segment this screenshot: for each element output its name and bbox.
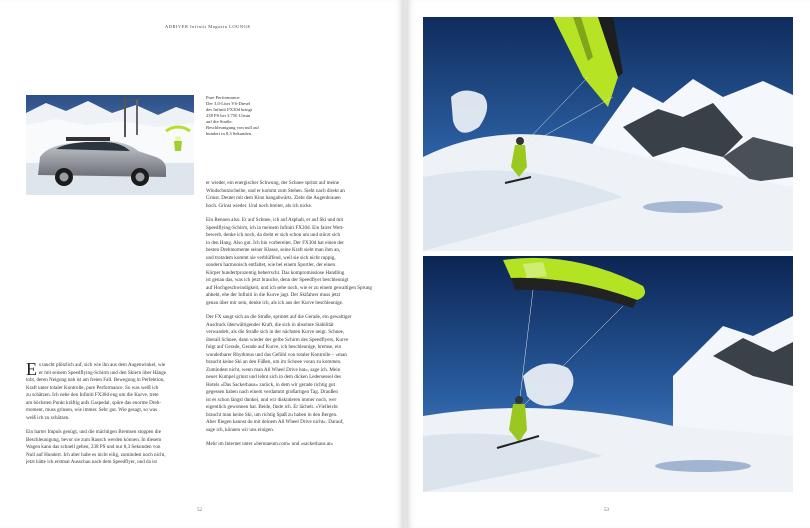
text-line: Hotels «Das Sackerhaus» zurück, in dem wir gerade richtig gut [206,381,336,388]
caption-line: Beschleunigung von null auf [206,125,259,130]
text-line: braucht keine Ski an den Füßen, um im Schnee voran zu kommen. [206,359,342,365]
drop-cap: E [26,359,37,379]
caption-line: Der 3,0-Liter V6-Diesel [206,101,251,106]
text-line: genau über mir sein, denke ich, als ich aus der Kurve beschleunige. [206,299,344,306]
caption-line: Pure Performance: [206,95,241,100]
text-line: Zumindest nicht, wenn man All Wheel Drive hat», sage ich. Mein [206,366,341,373]
page-number-right: 53 [604,508,609,513]
text-line: Null auf Hundert. Ich aber habe es nicht eilig, zumindest noch nicht, [26,451,166,458]
text-line: gegessen haben nach einem verdammt großartigen Tag. Draußen [206,389,338,395]
text-line: besten Drehmomente seiner Klasse, seine Kraft sieht man ihm an, [206,247,341,253]
running-header: ADRIVER Infiniti Magazin LOUNGE [165,24,251,29]
page-number-left: 52 [197,508,202,513]
text-line: auf Hochgeschwindigkeit, und ich sehe noch, wie er zu einem gewaltigen Sprung [206,284,372,291]
paragraph [26,359,194,422]
photo-caption [206,95,276,137]
text-line: bewerb, denke ich noch, da dreht er sich schon um und stürzt sich [206,232,341,238]
text-line: hoch. Grinst wieder. Und noch breiter, als ich nicke. [206,202,313,209]
paragraph [206,441,390,449]
caption-line: 238 PS bei 3.750 U/min [206,113,251,118]
text-line: in den Hang. Also gut. Ich bin vorbereitet. Der FX30d hat einen der [206,239,344,246]
paragraph [206,314,390,434]
text-line: ist es schon längst dunkel, und wir diskutieren immer noch, wer [206,396,337,403]
text-line: Körper hundertprozentig beherrscht. Das kompromisslose Handling [206,269,345,276]
text-line: s taucht plötzlich auf, sich wie ihn aus dem Augenwinkel, wie [39,362,166,368]
text-line: sage ich, können wir uns einigen. [206,426,275,433]
left-article-column [26,359,194,474]
text-line: Ausdruck überwältigender Kraft, die sich in absolute Stabilität [206,321,334,328]
text-line: er mit seinem Speedflying-Schirm und den Skiern über Hänge [39,369,167,376]
text-line: Aber fliegen kannst du mit deinem All Wheel Drive nicht». Darauf, [206,419,344,425]
car-photo [26,95,194,195]
text-line: Ein Rennen also. Er auf Schnee, ich auf Asphalt, er auf Ski und mit [206,217,344,223]
caption-line: des Infiniti FX30d bringt [206,107,253,112]
caption-line: hundert in 8,3 Sekunden. [206,131,253,136]
text-line: braucht man keine Ski, um richtig Spaß zu haben in den Bergen. [206,411,338,418]
text-line: er wieder, ein energischer Schwung, der Schnee spritzt auf meine [206,180,340,186]
text-line: wunderbarer Rhythmus und das Gefühl von totaler Kontrolle – «man [206,351,347,358]
caption-line: auf die Straße. [206,119,233,124]
text-line: eigentlich gewonnen hat. Beide, finde ich. Er lächelt. «Vielleicht [206,404,338,410]
text-line: Beschleunigung, bevor sie zum Rausch werden können. In diesem [26,436,162,443]
paragraph [206,180,390,210]
text-line: verwandelt, als die Straße sich in der nächsten Kurve neigt. Schnee, [206,329,345,335]
text-line: und trotzdem kommt sie verblüffend, weil sie sich nicht ruppig, [206,254,336,261]
text-line: Der FX saugt sich an die Straße, sprintet auf die Gerade, ein gewaltiger [206,314,352,320]
text-line: tobt, deren Neigung nah ist am freien Fall. Bewegung in Perfektion, [26,377,165,383]
speedflyer-photo-top [423,17,793,251]
right-article-column [206,180,390,456]
text-line: moment, muss grinsen, wie immer. Sehr gut. Wie gesagt, so was [26,407,158,413]
text-line: Windschutzscheibe, und er kommt zum Stehen. Sieht nach direkt an [206,187,345,194]
text-line: Grinst. Deutet mit dem Kinn hangabwärts. Zieht die Augenbrauen [206,195,341,201]
text-line: weiß ich zu schätzen. [26,414,70,421]
text-line: abhebt, ehe der Infiniti in die Kurve jagt. Der Skifahrer muss jetzt [206,292,341,298]
text-line: zu schätzen. Ich nehe den Infiniti FX30d eng um die Kurve, trete [26,392,159,398]
text-line: ist genau das, was ich jetzt brauche, denn der Speedflyer beschleunigt [206,277,349,283]
text-line: neuer Kumpel grinst und lehnt sich in dem dicken Ledersessel des [206,374,341,380]
text-line: sondern harmonisch entfaltet, wie bei einem Sportler, der einen [206,262,336,268]
text-line: Ein harter Impuls genügt, und die mächtigen Bremsen stoppen die [26,429,161,435]
speedflyer-photo-bottom [423,256,793,492]
text-line: Wagen kann das schnell gehen, 238 PS und nur 8,3 Sekunden von [26,444,161,450]
paragraph [26,429,194,467]
text-line: am höchsten Punkt kräftig aufs Gaspedal, spüre das enorme Dreh- [26,399,161,406]
text-line: Mehr im Internet unter «berntaeum.com» und «sackerhaus.at» [206,441,334,447]
text-line: Kraft unter totaler Kontrolle, pure Performance. So was weiß ich [26,384,159,391]
text-line: folgt auf Gerade, Gerade auf Kurve, ich beschleunige, bremse, ein [206,344,342,350]
paragraph [206,217,390,307]
text-line: Speedflying-Schirm, ich in meinem Infiniti FX30d. Ein fairer Wett- [206,224,344,231]
text-line: überall Schnee, dann wieder der gelbe Schirm des Speedflyers, Kurve [206,336,349,343]
text-line: jetzt hätte ich erstmal Ausschau nach dem Speedflyer, und da ist [26,459,157,465]
